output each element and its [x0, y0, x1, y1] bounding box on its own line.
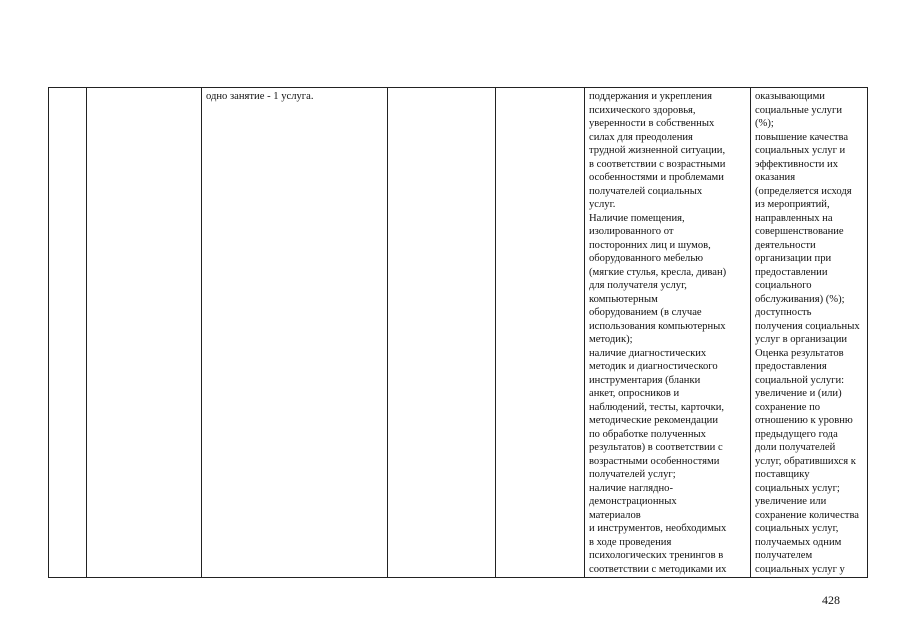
table-row	[49, 88, 868, 578]
service-conditions-text: поддержания и укрепления психического здоровья, уверенности в собственных силах для преодоления трудной жизненной ситуации, в соответствии с возрастными особенностями и проблемами получателей социальных услуг. Наличие помещения, изолированного от посторонних лиц и шумов, оборудованного мебелью (мягкие стулья, кресла, диван) для получателя услуг, компьютерным оборудованием (в случае использования компьютерных методик); наличие диагностических методик и диагностического инструментария (бланки анкет, опросников и наблюдений, тесты, карточки, методические рекомендации по обработке полученных результатов) в соответствии с возрастными особенностями получателей услуг; наличие наглядно- демонстрационных материалов и инструментов, необходимых в ходе проведения психологических тренингов в соответствии с методиками их	[589, 91, 727, 575]
col-6-cell	[585, 88, 751, 578]
page-number: 428	[822, 593, 840, 607]
col-2-cell	[87, 88, 202, 578]
services-table	[48, 87, 868, 578]
col-3-cell	[202, 88, 388, 578]
col-1-cell	[49, 88, 87, 578]
col-5-cell	[496, 88, 585, 578]
service-volume-text: одно занятие - 1 услуга.	[206, 91, 314, 102]
col-7-cell	[751, 88, 868, 578]
col-4-cell	[388, 88, 496, 578]
quality-indicators-text: оказывающими социальные услуги (%); повышение качества социальных услуг и эффективности их оказания (определяется исходя из мероприятий, направленных на совершенствование деятельности организации при предоставлении социального обслуживания) (%); доступность получения социальных услуг в организации Оценка результатов предоставления социальной услуги: увеличение и (или) сохранение по отношению к уровню предыдущего года доли получателей услуг, обратившихся к поставщику социальных услуг; увеличение или сохранение количества социальных услуг, получаемых одним получателем социальных услуг у	[755, 91, 860, 575]
